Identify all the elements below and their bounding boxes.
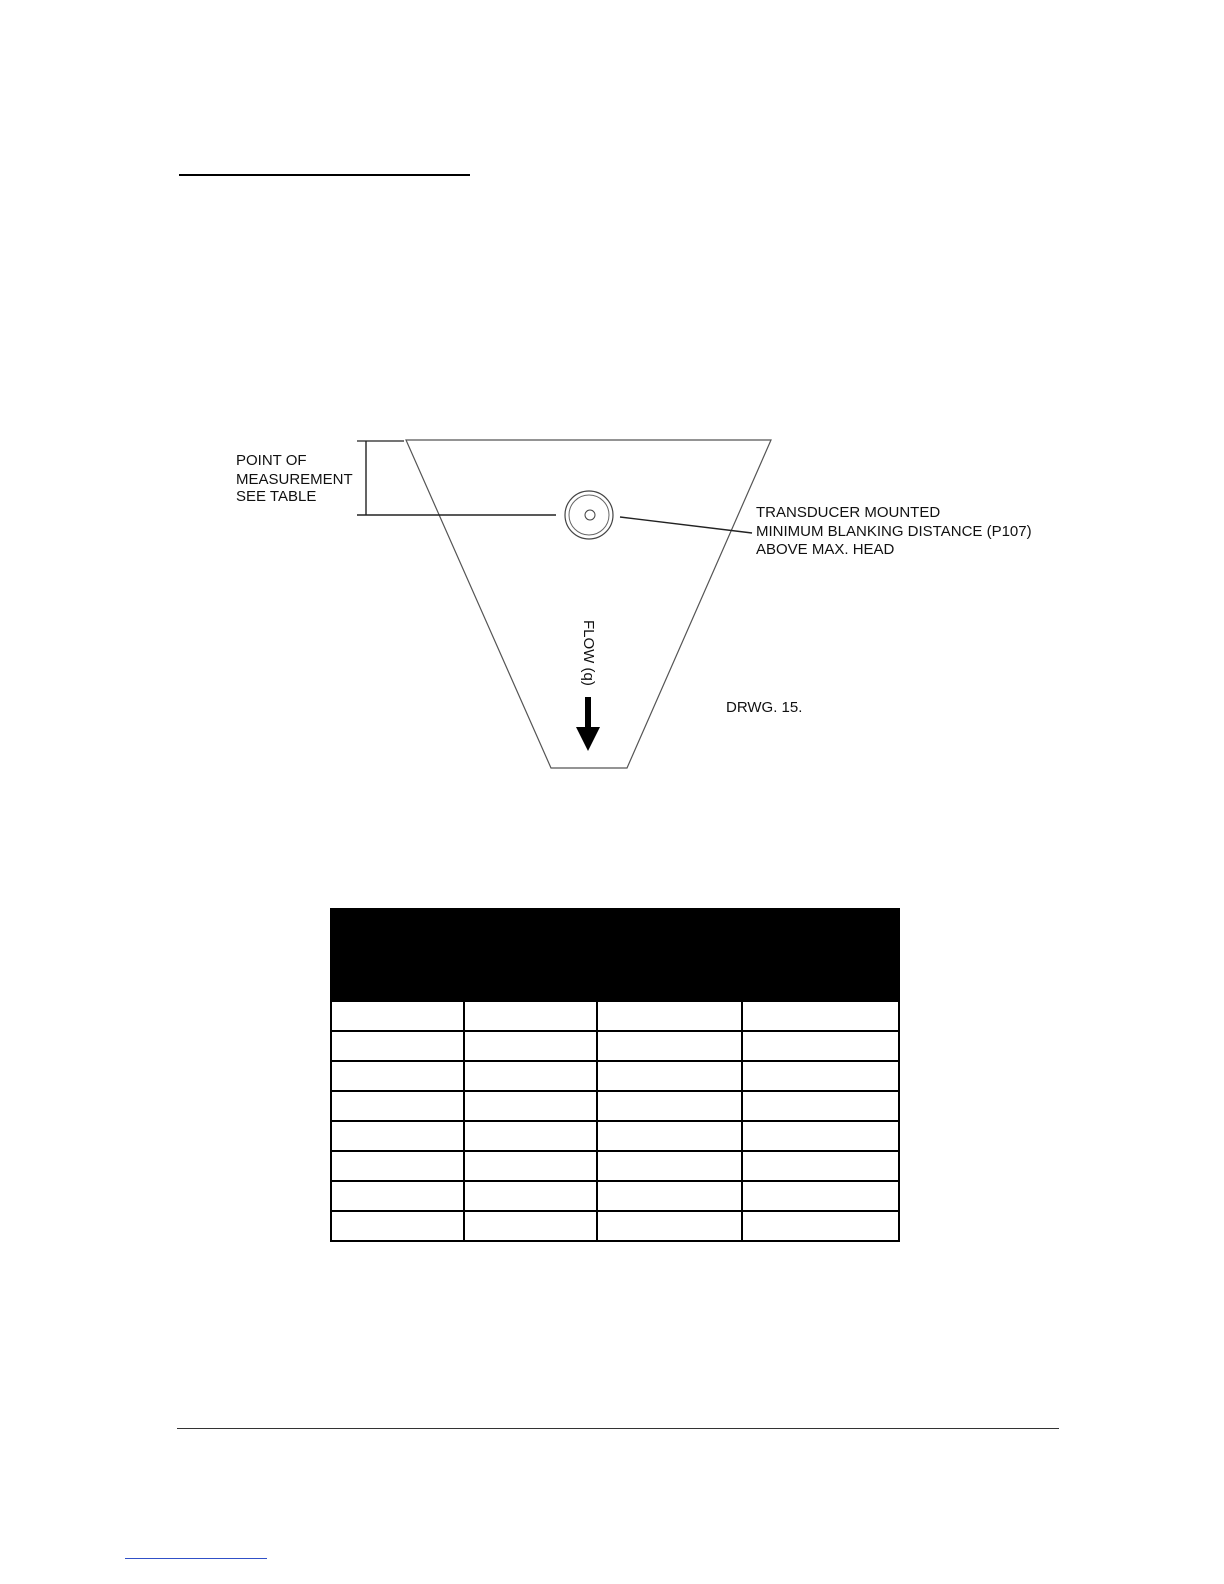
table-cell: [464, 1091, 597, 1121]
table-body: [331, 1001, 899, 1241]
table-cell: [464, 1151, 597, 1181]
table-header-cell: [331, 909, 464, 1001]
table-cell: [742, 1031, 899, 1061]
table-cell: [742, 1211, 899, 1241]
table-cell: [464, 1121, 597, 1151]
table-cell: [742, 1001, 899, 1031]
table-cell: [597, 1091, 742, 1121]
table-cell: [331, 1181, 464, 1211]
table-cell: [331, 1061, 464, 1091]
table-cell: [597, 1121, 742, 1151]
table-header-cell: [742, 909, 899, 1001]
table-cell: [597, 1181, 742, 1211]
table-cell: [331, 1031, 464, 1061]
table-cell: [464, 1181, 597, 1211]
table-row: [331, 1121, 899, 1151]
dimension-table: [330, 908, 898, 1242]
table-cell: [331, 1091, 464, 1121]
table-header-cell: [597, 909, 742, 1001]
measurement-label: POINT OF MEASUREMENT SEE TABLE: [236, 452, 353, 505]
table-cell: [597, 1061, 742, 1091]
table-cell: [464, 1031, 597, 1061]
transducer-center: [585, 510, 595, 520]
table-header-cell: [464, 909, 597, 1001]
table-cell: [464, 1211, 597, 1241]
drawing-number: DRWG. 15.: [726, 699, 803, 716]
table-cell: [331, 1121, 464, 1151]
table-header-row: [331, 909, 899, 1001]
transducer-label: TRANSDUCER MOUNTED MINIMUM BLANKING DISTANCE (P107) ABOVE MAX. HEAD: [756, 504, 1032, 558]
table-row: [331, 1001, 899, 1031]
footer-link-underline: [125, 1558, 267, 1559]
table-cell: [331, 1151, 464, 1181]
footer-rule: [177, 1428, 1059, 1429]
transducer-outer-ring: [565, 491, 613, 539]
table-row: [331, 1061, 899, 1091]
data-table: [330, 908, 900, 1242]
table-cell: [742, 1061, 899, 1091]
flow-arrow-head: [576, 727, 600, 751]
table-row: [331, 1181, 899, 1211]
table-row: [331, 1151, 899, 1181]
transducer-leader-line: [620, 517, 752, 533]
table-cell: [464, 1001, 597, 1031]
flow-label: FLOW (q): [580, 620, 597, 686]
table-cell: [597, 1151, 742, 1181]
table-cell: [464, 1061, 597, 1091]
table-row: [331, 1211, 899, 1241]
table-cell: [742, 1151, 899, 1181]
table-cell: [331, 1001, 464, 1031]
transducer-inner-ring: [569, 495, 609, 535]
table-cell: [597, 1211, 742, 1241]
table-row: [331, 1091, 899, 1121]
table-cell: [597, 1031, 742, 1061]
table-cell: [742, 1181, 899, 1211]
table-cell: [597, 1001, 742, 1031]
table-cell: [742, 1091, 899, 1121]
table-cell: [742, 1121, 899, 1151]
table-row: [331, 1031, 899, 1061]
table-cell: [331, 1211, 464, 1241]
